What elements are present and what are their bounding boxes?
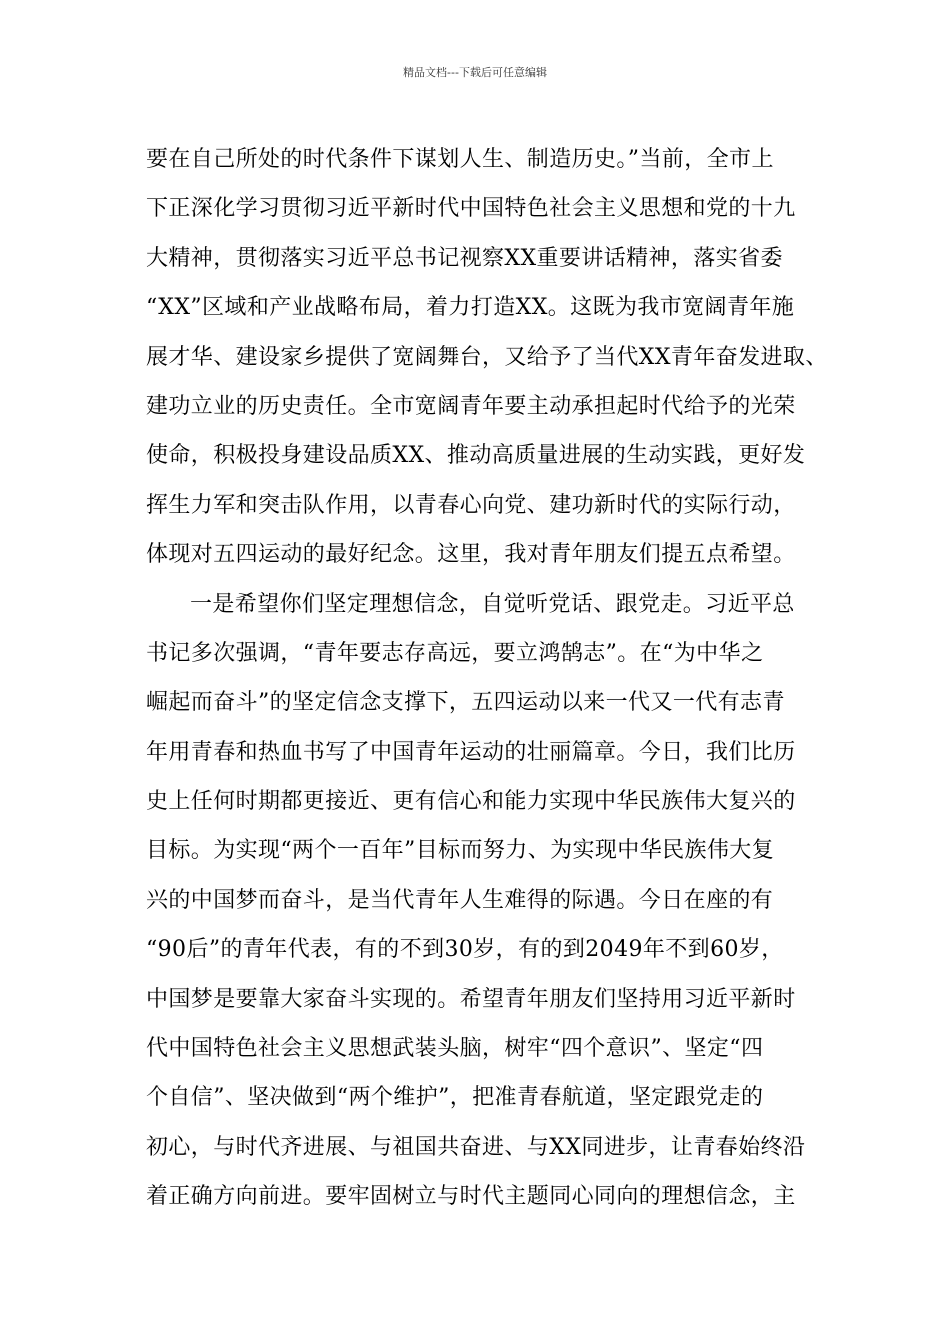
- text-line: 年用青春和热血书写了中国青年运动的壮丽篇章。今日，我们比历: [146, 739, 796, 765]
- text-line: 着正确方向前进。要牢固树立与时代主题同心同向的理想信念，主: [146, 1184, 796, 1210]
- text-line: 体现对五四运动的最好纪念。这里，我对青年朋友们提五点希望。: [146, 542, 796, 568]
- text-line: 建功立业的历史责任。全市宽阔青年要主动承担起时代给予的光荣: [146, 393, 796, 419]
- text-line: 中国梦是要靠大家奋斗实现的。希望青年朋友们坚持用习近平新时: [146, 986, 796, 1012]
- page-header: 精品文档---下载后可任意编辑: [403, 66, 547, 79]
- text-line: 崛起而奋斗”的坚定信念支撑下，五四运动以来一代又一代有志青: [146, 690, 785, 716]
- text-line: 书记多次强调，“青年要志存高远，要立鸿鹄志”。在“为中华之: [146, 640, 764, 666]
- text-line: 目标。为实现“两个一百年”目标而努力、为实现中华民族伟大复: [146, 838, 775, 864]
- text-line: “XX”区域和产业战略布局，着力打造XX。这既为我市宽阔青年施: [146, 295, 795, 321]
- text-line: 代中国特色社会主义思想武装头脑，树牢“四个意识”、坚定“四: [146, 1036, 764, 1062]
- text-line: 初心，与时代齐进展、与祖国共奋进、与XX同进步，让青春始终沿: [146, 1134, 806, 1160]
- text-line: “90后”的青年代表，有的不到30岁，有的到2049年不到60岁，: [146, 937, 784, 963]
- body-text: [146, 135, 826, 1222]
- text-line: 兴的中国梦而奋斗，是当代青年人生难得的际遇。今日在座的有: [146, 887, 774, 913]
- text-line: 一是希望你们坚定理想信念，自觉听党话、跟党走。习近平总: [190, 591, 795, 617]
- text-line: 大精神，贯彻落实习近平总书记视察XX重要讲话精神，落实省委: [146, 245, 783, 271]
- text-line: 挥生力军和突击队作用，以青春心向党、建功新时代的实际行动，: [146, 492, 796, 518]
- text-line: 要在自己所处的时代条件下谋划人生、制造历史。”当前，全市上: [146, 147, 774, 172]
- text-line: 史上任何时期都更接近、更有信心和能力实现中华民族伟大复兴的: [146, 789, 796, 815]
- text-line: 使命，积极投身建设品质XX、推动高质量进展的生动实践，更好发: [146, 443, 806, 469]
- text-line: 下正深化学习贯彻习近平新时代中国特色社会主义思想和党的十九: [146, 196, 796, 222]
- text-line: 个自信”、坚决做到“两个维护”，把准青春航道，坚定跟党走的: [146, 1085, 764, 1111]
- text-line: 展才华、建设家乡提供了宽阔舞台，又给予了当代XX青年奋发进取、: [146, 344, 828, 370]
